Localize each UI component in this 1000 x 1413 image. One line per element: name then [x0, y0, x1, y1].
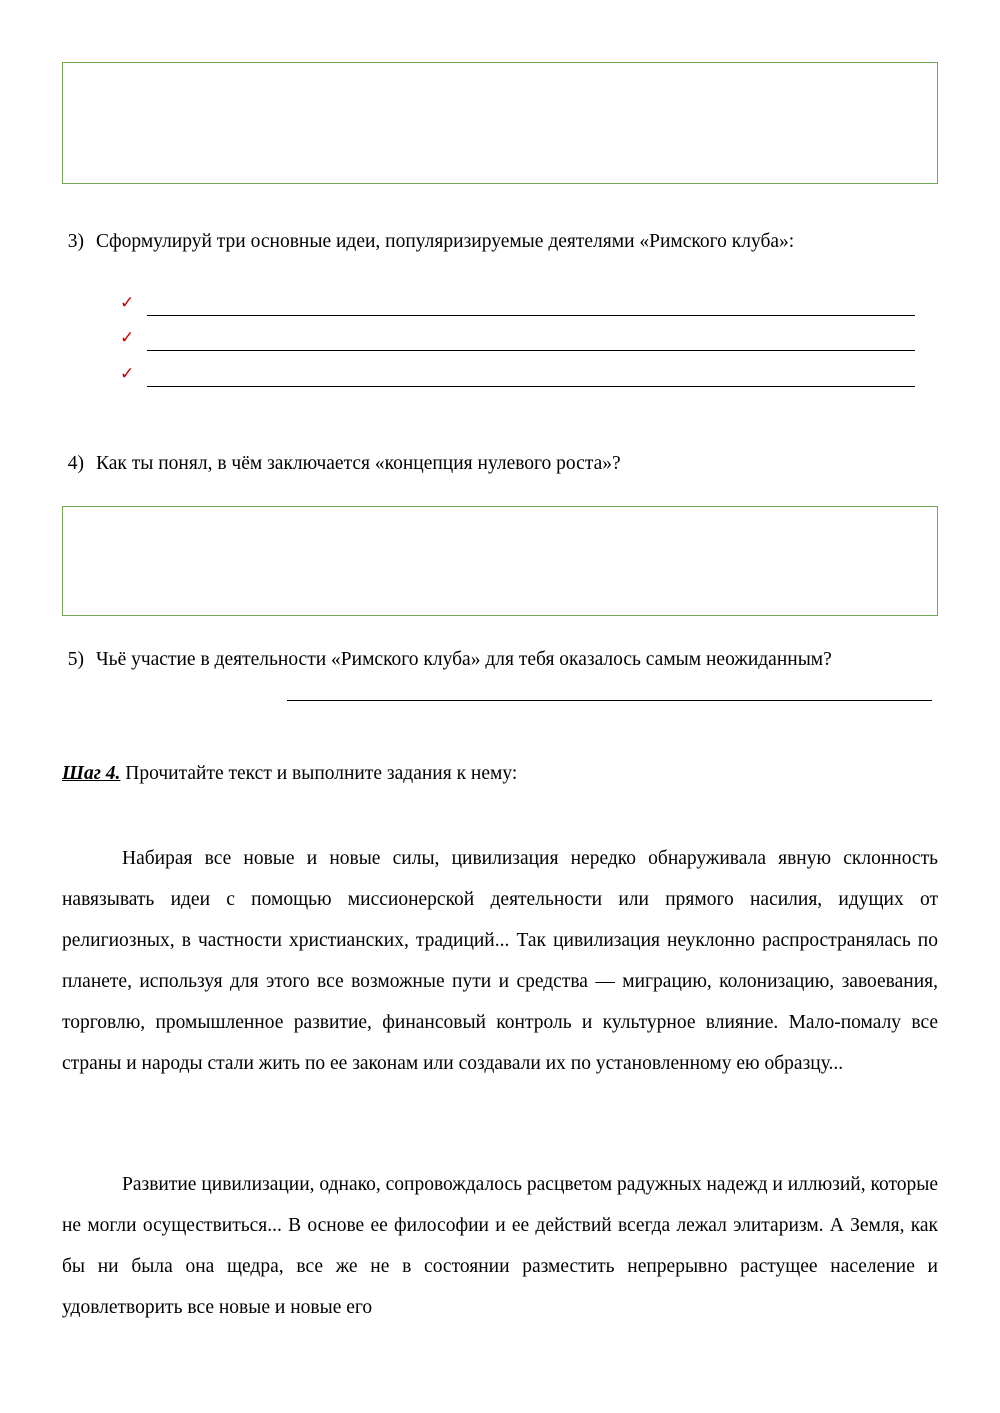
check-icon: ✓: [120, 293, 135, 312]
check-answer-line-1[interactable]: [120, 292, 915, 322]
answer-box-question-4[interactable]: [62, 506, 938, 616]
check-answer-line-3[interactable]: [120, 363, 915, 393]
answer-box-question-2[interactable]: [62, 62, 938, 184]
answer-rule: [147, 386, 915, 387]
question-5-answer-rule[interactable]: [287, 700, 932, 701]
question-4-text: Как ты понял, в чём заключается «концепция нулевого роста»?: [96, 453, 621, 474]
question-3-number: 3): [67, 231, 84, 252]
answer-rule: [147, 315, 915, 316]
check-answer-line-2[interactable]: [120, 327, 915, 357]
question-4-number: 4): [67, 453, 84, 474]
question-3-text: Сформулируй три основные идеи, популяризируемые деятелями «Римского клуба»:: [96, 231, 795, 252]
step-instruction: Прочитайте текст и выполните задания к нему:: [120, 763, 518, 784]
check-icon: ✓: [120, 328, 135, 347]
reading-paragraph-1: [62, 838, 938, 1084]
question-4: [50, 450, 930, 478]
question-5: [50, 646, 940, 674]
question-3: [50, 228, 890, 256]
step-label: Шаг 4.: [62, 763, 121, 784]
check-icon: ✓: [120, 364, 135, 383]
paragraph-text: Набирая все новые и новые силы, цивилизация нередко обнаруживала явную склонность навязывать идеи с помощью миссионерской деятельности или прямого насилия, идущих от религиозных, в частности христианских, традиций... Так цивилизация неуклонно распространялась по планете, используя для этого все возможные пути и средства — миграцию, колонизацию, завоевания, торговлю, промышленное развитие, финансовый контроль и культурное влияние. Мало-помалу все страны и народы стали жить по ее законам или создавали их по установленному ею образцу...: [62, 848, 938, 1074]
paragraph-text: Развитие цивилизации, однако, сопровождалось расцветом радужных надежд и иллюзий, которые не могли осуществиться... В основе ее философии и ее действий всегда лежал элитаризм. А Земля, как бы ни была она щедра, все же не в состоянии разместить непрерывно растущее население и удовлетворить все новые и новые его: [62, 1174, 938, 1318]
question-5-number: 5): [67, 649, 84, 670]
question-5-text: Чьё участие в деятельности «Римского клуба» для тебя оказалось самым неожиданным?: [96, 649, 832, 670]
step-heading: [62, 760, 517, 788]
answer-rule: [147, 350, 915, 351]
reading-paragraph-2: [62, 1164, 938, 1328]
